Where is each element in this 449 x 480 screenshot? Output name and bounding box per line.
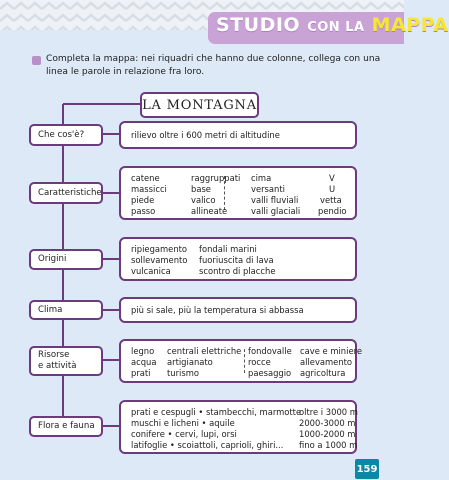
- list-item: valli glaciali: [251, 206, 301, 216]
- list-item: fondali marini: [199, 244, 257, 254]
- list-item: pendio: [318, 206, 347, 216]
- title-part-3: MAPPA: [371, 14, 449, 36]
- list-item: prati: [131, 368, 151, 378]
- title-part-1: STUDIO: [216, 14, 301, 36]
- list-item: versanti: [251, 184, 285, 194]
- title-part-2: CON LA: [307, 20, 365, 35]
- list-item: valli fluviali: [251, 195, 299, 205]
- box-origini: [119, 237, 357, 281]
- label-origini: Origini: [29, 249, 103, 270]
- box-clima: [119, 297, 357, 323]
- list-item: valico: [191, 195, 216, 205]
- list-item: fondovalle: [248, 346, 292, 356]
- list-item: fuoriuscita di lava: [199, 255, 274, 265]
- page-number: 159: [355, 459, 379, 479]
- label-caratteristiche: Caratteristiche: [29, 182, 103, 204]
- map-title: LA MONTAGNA: [140, 92, 259, 118]
- list-item: 1000-2000 m: [299, 429, 356, 439]
- box-caratteristiche: [119, 166, 357, 220]
- list-item: artigianato: [167, 357, 213, 367]
- list-item: piede: [131, 195, 155, 205]
- label-risorse-line1: Risorse: [38, 350, 70, 360]
- list-item: centrali elettriche: [167, 346, 242, 356]
- list-item: V: [329, 173, 335, 183]
- list-item: conifere • cervi, lupi, orsi: [131, 429, 237, 439]
- label-risorse: [29, 346, 103, 376]
- list-item: scontro di placche: [199, 266, 276, 276]
- list-item: acqua: [131, 357, 157, 367]
- definition-text: rilievo oltre i 600 metri di altitudine: [131, 130, 280, 140]
- list-item: 2000-3000 m: [299, 418, 356, 428]
- list-item: passo: [131, 206, 156, 216]
- list-item: catene: [131, 173, 160, 183]
- list-item: massicci: [131, 184, 167, 194]
- list-item: legno: [131, 346, 155, 356]
- list-item: vetta: [320, 195, 342, 205]
- list-item: prati e cespugli • stambecchi, marmotte: [131, 407, 302, 417]
- list-item: base: [191, 184, 211, 194]
- label-flora-fauna: Flora e fauna: [29, 416, 103, 437]
- list-item: paesaggio: [248, 368, 292, 378]
- instructions: Completa la mappa: nei riquadri che hanno due colonne, collega con una linea le parole in relazione fra loro.: [46, 54, 381, 77]
- list-item: oltre i 3000 m: [299, 407, 358, 417]
- list-item: fino a 1000 m: [299, 440, 358, 450]
- box-flora-fauna: [119, 400, 357, 454]
- list-item: allevamento: [300, 357, 353, 367]
- list-item: raggruppati: [191, 173, 241, 183]
- list-item: rocce: [248, 357, 271, 367]
- clima-text: più si sale, più la temperatura si abbassa: [131, 305, 304, 315]
- list-item: ripiegamento: [131, 244, 188, 254]
- box-risorse: [119, 339, 363, 383]
- list-item: agricoltura: [300, 368, 346, 378]
- label-risorse-line2: e attività: [38, 361, 77, 371]
- list-item: cima: [251, 173, 272, 183]
- label-clima: Clima: [29, 300, 103, 320]
- column-divider: [244, 349, 245, 373]
- list-item: cave e miniere: [300, 346, 363, 356]
- list-item: turismo: [167, 368, 200, 378]
- list-item: vulcanica: [131, 266, 171, 276]
- list-item: muschi e licheni • aquile: [131, 418, 235, 428]
- list-item: U: [329, 184, 336, 194]
- list-item: sollevamento: [131, 255, 188, 265]
- label-che-cos-e: Che cos'è?: [29, 124, 103, 146]
- list-item: latifoglie • scoiattoli, caprioli, ghiri...: [131, 440, 284, 450]
- list-item: allineate: [191, 206, 228, 216]
- box-definition: [119, 121, 357, 149]
